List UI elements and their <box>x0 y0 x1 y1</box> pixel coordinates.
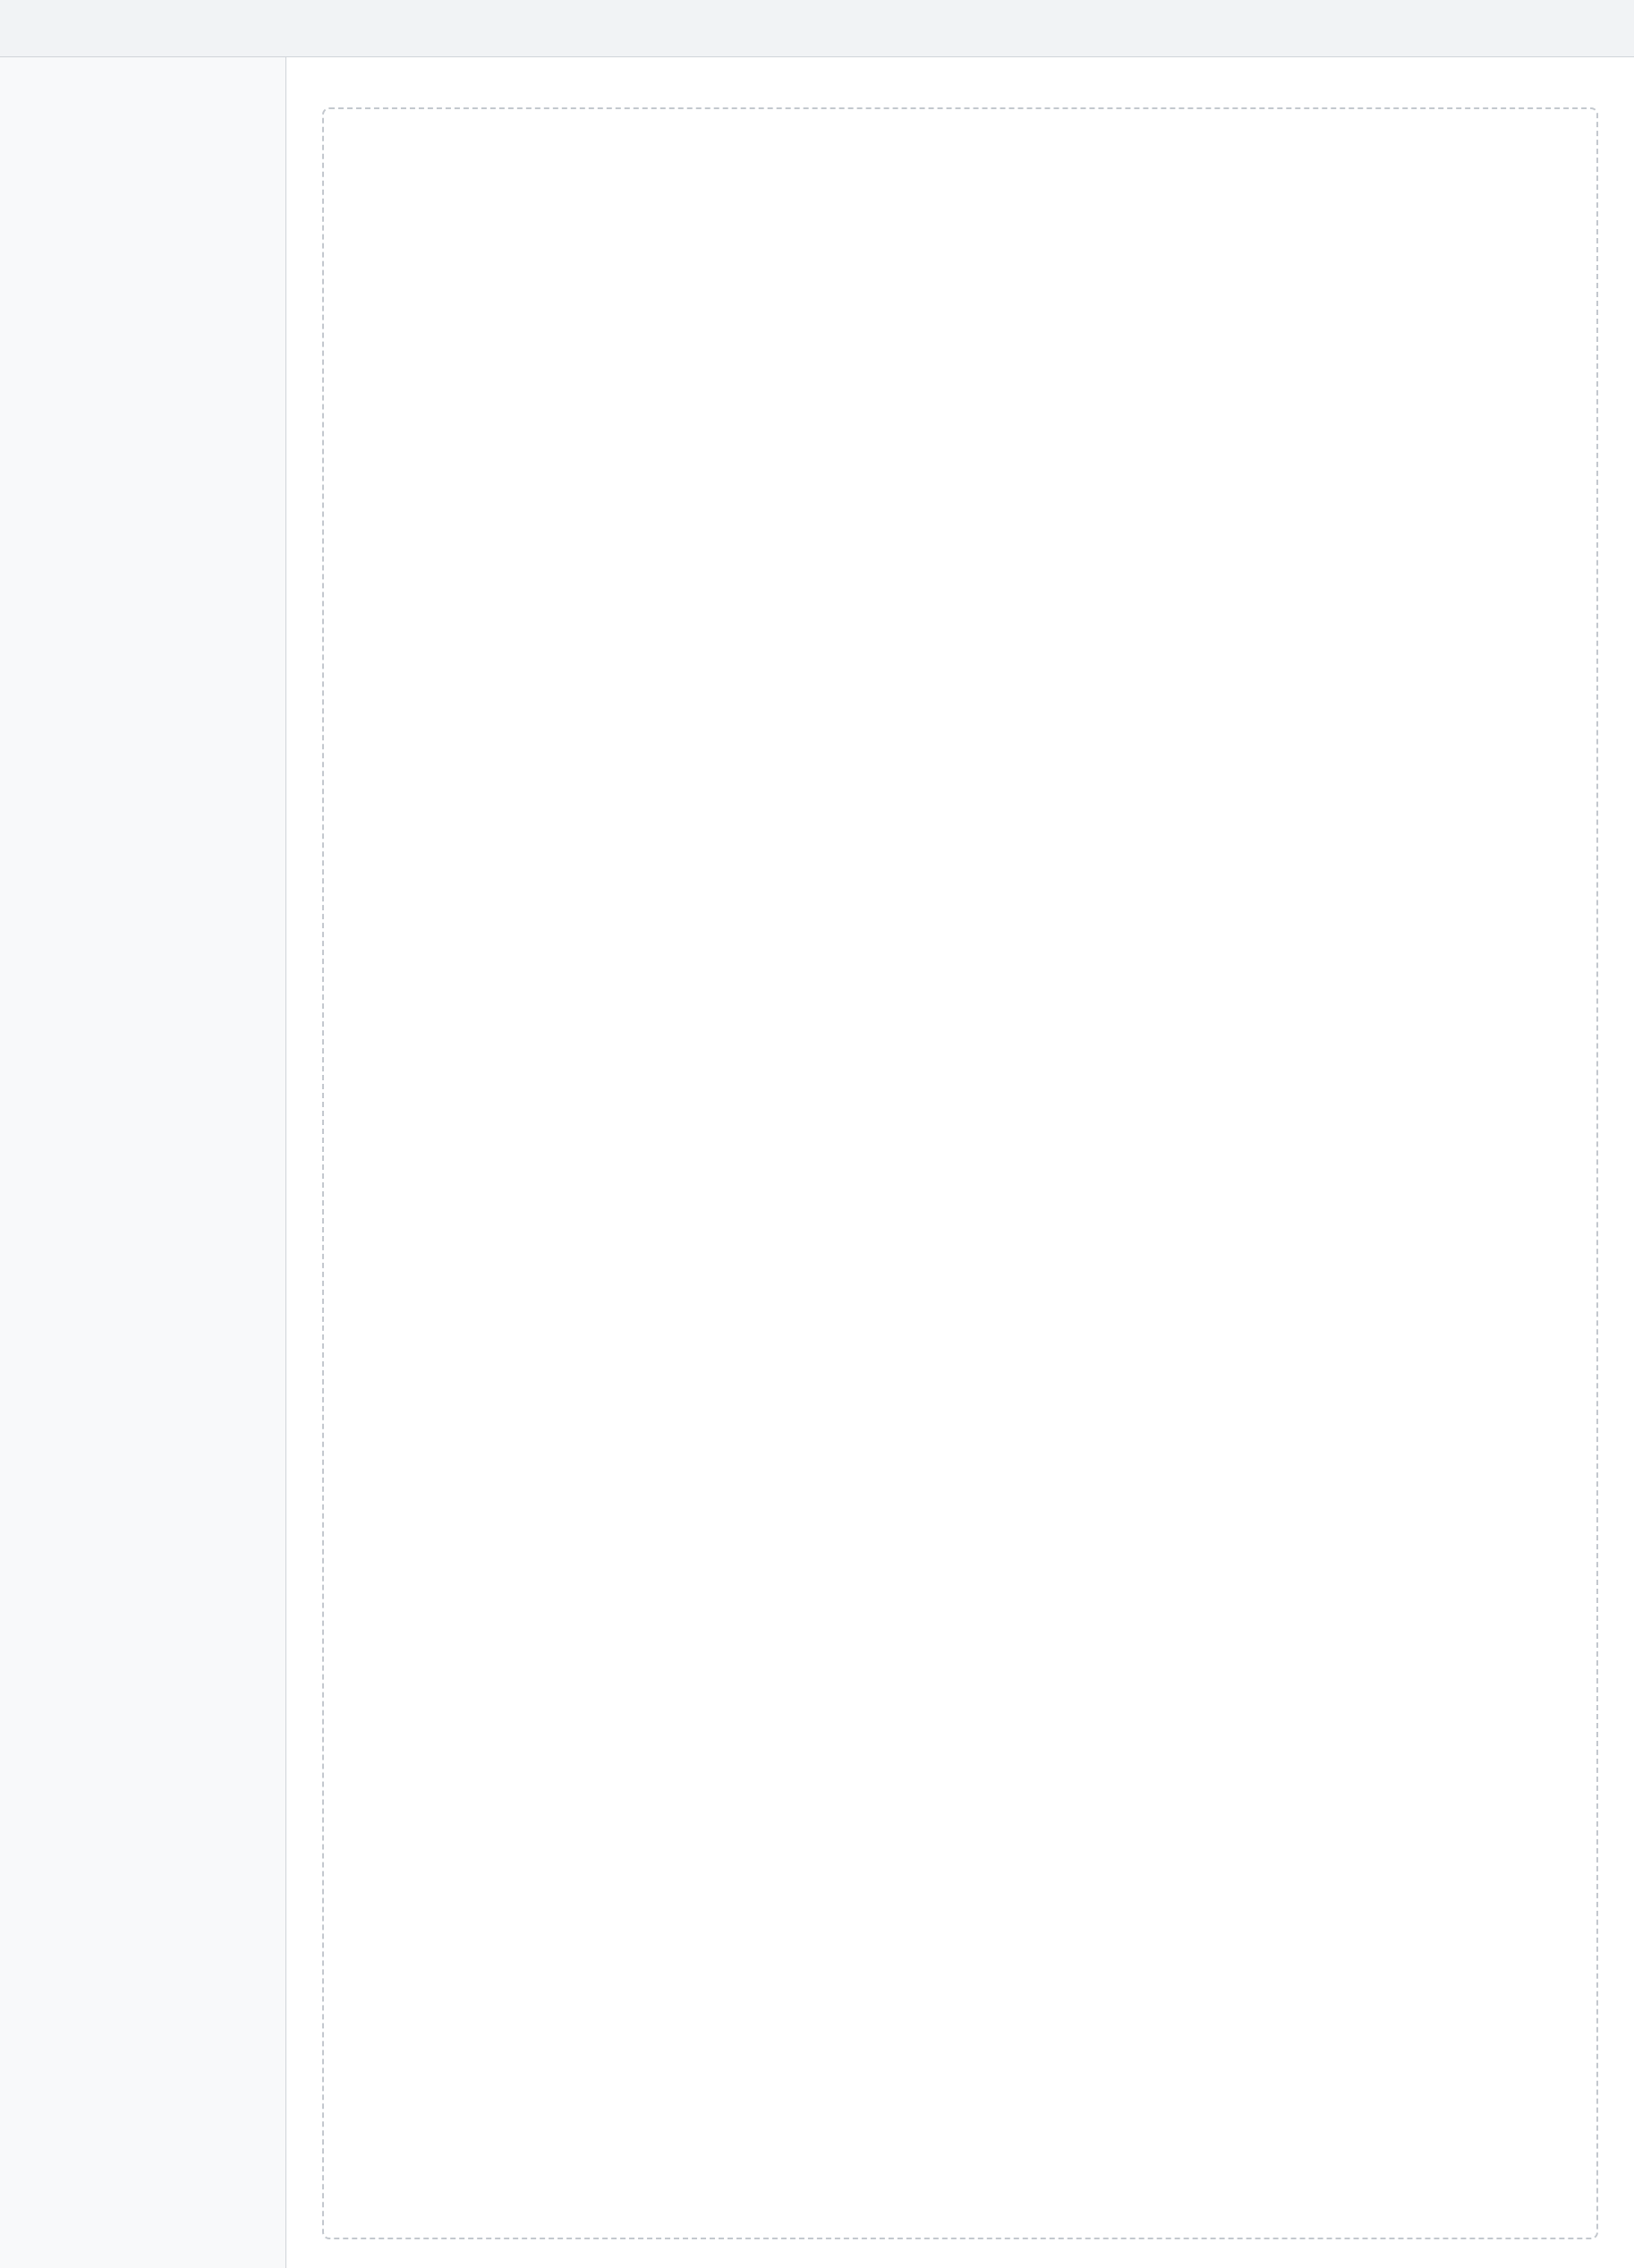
sidebar <box>0 57 286 2268</box>
title-bar <box>0 0 1634 57</box>
main-content <box>286 57 1634 2268</box>
content-area <box>322 107 1598 2239</box>
window-body <box>0 57 1634 2268</box>
